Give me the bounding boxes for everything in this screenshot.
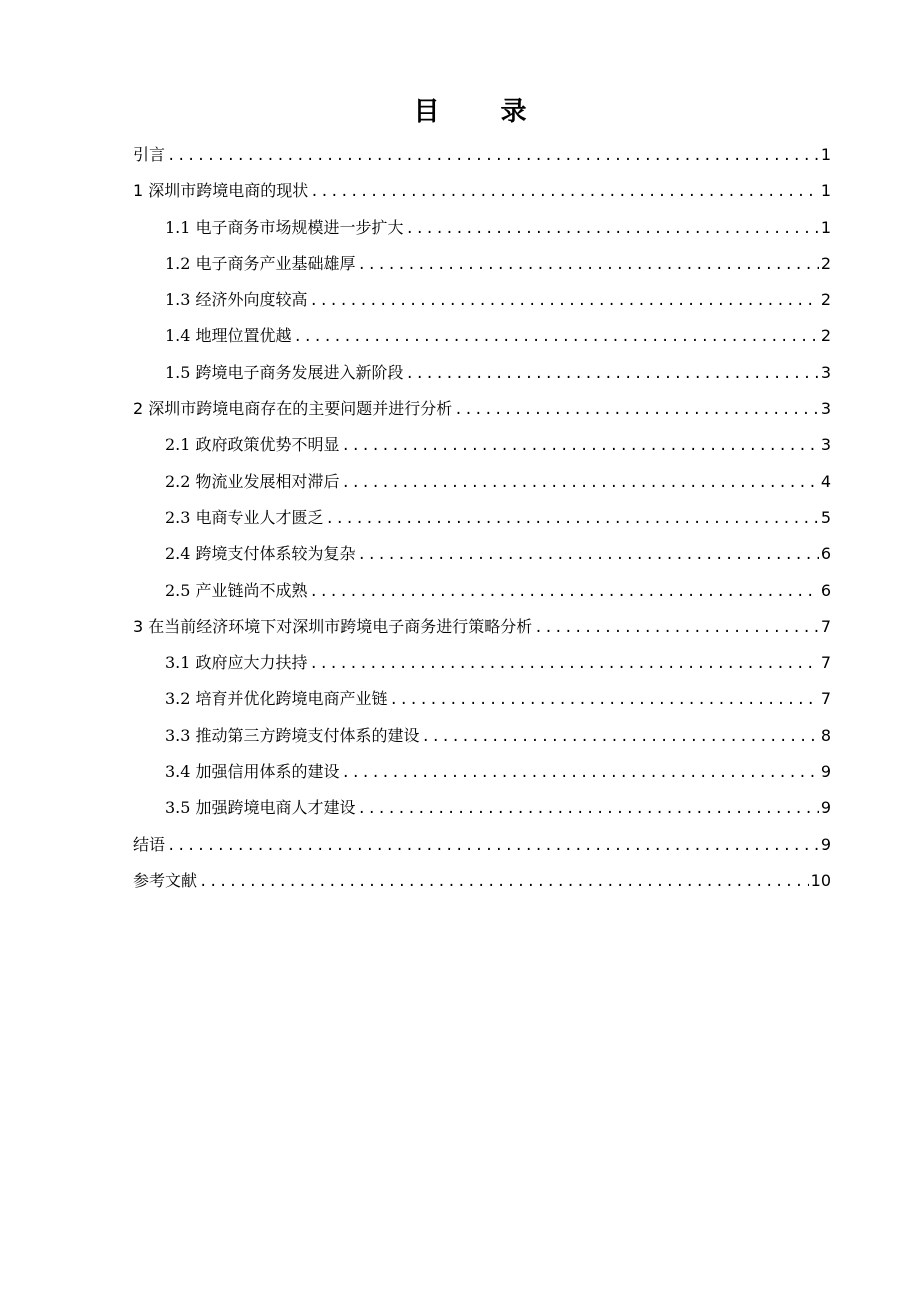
- toc-dot-leader: [167, 828, 819, 864]
- toc-entry-label: 2.3 电商专业人才匮乏: [165, 507, 324, 527]
- toc-page-number: 9: [820, 762, 831, 782]
- toc-entry-label: 1 深圳市跨境电商的现状: [133, 181, 309, 201]
- toc-page-number: 3: [820, 362, 831, 382]
- toc-title: 目 录: [413, 97, 553, 127]
- toc-subentry[interactable]: [133, 427, 831, 463]
- toc-page-number: 3: [820, 435, 831, 455]
- toc-page-number: 2: [820, 326, 831, 346]
- toc-dot-leader: [454, 392, 819, 428]
- toc-entry-label: 3.3 推动第三方跨境支付体系的建设: [165, 725, 420, 745]
- toc-subentry[interactable]: [133, 681, 831, 717]
- toc-dot-leader: [342, 755, 819, 791]
- toc-page-number: 3: [820, 399, 831, 419]
- toc-dot-leader: [310, 574, 819, 610]
- toc-page-number: 4: [820, 471, 831, 491]
- toc-entry-label: 3.2 培育并优化跨境电商产业链: [165, 689, 388, 709]
- toc-page-number: 9: [820, 834, 831, 854]
- toc-entry-label: 1.1 电子商务市场规模进一步扩大: [165, 217, 404, 237]
- toc-subentry[interactable]: [133, 790, 831, 826]
- toc-entry[interactable]: [133, 391, 831, 427]
- toc-dot-leader: [358, 537, 819, 573]
- toc-subentry[interactable]: [133, 500, 831, 536]
- toc-entry-label: 结语: [133, 834, 166, 854]
- toc-entry-label: 2.4 跨境支付体系较为复杂: [165, 544, 356, 564]
- toc-dot-leader: [294, 319, 819, 355]
- toc-dot-leader: [310, 174, 819, 210]
- toc-page-number: 7: [820, 616, 831, 636]
- toc-page-number: 10: [810, 870, 831, 890]
- toc-dot-leader: [167, 138, 819, 174]
- toc-page-number: 7: [820, 653, 831, 673]
- toc-entry-label: 引言: [133, 145, 166, 164]
- toc-entry-label: 1.5 跨境电子商务发展进入新阶段: [165, 362, 404, 382]
- toc-subentry[interactable]: [133, 282, 831, 318]
- toc-subentry[interactable]: [133, 355, 831, 391]
- toc-dot-leader: [358, 791, 819, 827]
- toc-dot-leader: [310, 646, 819, 682]
- toc-page-number: 6: [820, 580, 831, 600]
- toc-entry-label: 参考文献: [133, 870, 198, 890]
- toc-entry-label: 2.1 政府政策优势不明显: [165, 435, 340, 455]
- toc-entry[interactable]: [133, 137, 831, 173]
- toc-page-number: 1: [820, 181, 831, 201]
- toc-subentry[interactable]: [133, 718, 831, 754]
- toc-entry-label: 3 在当前经济环境下对深圳市跨境电子商务进行策略分析: [133, 616, 533, 636]
- toc-entry-label: 1.2 电子商务产业基础雄厚: [165, 253, 356, 273]
- table-of-contents: [133, 137, 831, 899]
- toc-dot-leader: [342, 465, 819, 501]
- toc-subentry[interactable]: [133, 573, 831, 609]
- toc-subentry[interactable]: [133, 754, 831, 790]
- toc-dot-leader: [358, 247, 819, 283]
- toc-subentry[interactable]: [133, 318, 831, 354]
- toc-entry[interactable]: [133, 609, 831, 645]
- toc-page-number: 2: [820, 253, 831, 273]
- toc-dot-leader: [199, 864, 809, 900]
- toc-subentry[interactable]: [133, 536, 831, 572]
- toc-entry-label: 3.5 加强跨境电商人才建设: [165, 798, 356, 818]
- toc-subentry[interactable]: [133, 464, 831, 500]
- toc-page-number: 7: [820, 689, 831, 709]
- toc-dot-leader: [326, 501, 819, 537]
- toc-entry-label: 2.2 物流业发展相对滞后: [165, 471, 340, 491]
- toc-dot-leader: [342, 428, 819, 464]
- toc-entry[interactable]: [133, 173, 831, 209]
- toc-subentry[interactable]: [133, 210, 831, 246]
- toc-page-number: 1: [820, 145, 831, 164]
- toc-dot-leader: [406, 211, 819, 247]
- toc-subentry[interactable]: [133, 246, 831, 282]
- toc-page-number: 2: [820, 290, 831, 310]
- toc-entry-label: 3.1 政府应大力扶持: [165, 653, 308, 673]
- toc-page-number: 6: [820, 544, 831, 564]
- toc-entry-label: 2 深圳市跨境电商存在的主要问题并进行分析: [133, 399, 453, 419]
- toc-entry[interactable]: [133, 827, 831, 863]
- toc-entry-label: 2.5 产业链尚不成熟: [165, 580, 308, 600]
- toc-dot-leader: [406, 356, 819, 392]
- toc-entry[interactable]: [133, 863, 831, 899]
- toc-entry-label: 1.3 经济外向度较高: [165, 290, 308, 310]
- toc-dot-leader: [390, 682, 819, 718]
- toc-page-number: 9: [820, 798, 831, 818]
- toc-page-number: 5: [820, 507, 831, 527]
- toc-entry-label: 1.4 地理位置优越: [165, 326, 292, 346]
- toc-dot-leader: [534, 610, 819, 646]
- toc-subentry[interactable]: [133, 645, 831, 681]
- toc-page-number: 8: [820, 725, 831, 745]
- toc-entry-label: 3.4 加强信用体系的建设: [165, 762, 340, 782]
- toc-page-number: 1: [820, 217, 831, 237]
- toc-dot-leader: [422, 719, 819, 755]
- toc-dot-leader: [310, 283, 819, 319]
